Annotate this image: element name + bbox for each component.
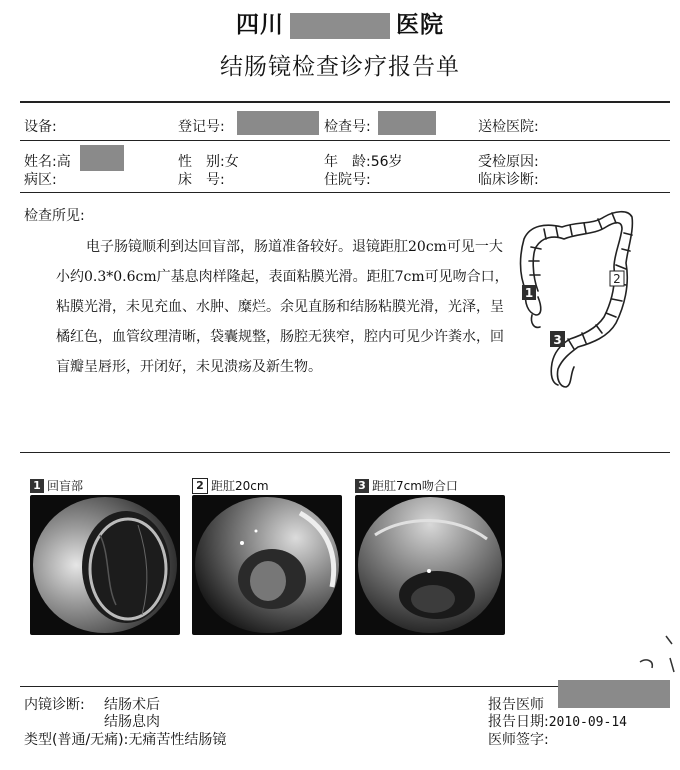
sex-label: 性 别: bbox=[178, 154, 225, 170]
colon-diagram bbox=[512, 203, 642, 393]
divider-top bbox=[20, 101, 670, 103]
redacted-block bbox=[237, 111, 319, 135]
age-label: 年 龄: bbox=[324, 154, 371, 170]
findings-text: 电子肠镜顺利到达回盲部，肠道准备较好。退镜距肛20cm可见一大小约0.3*0.6cm广基息肉样隆起，表面粘膜光滑。距肛7cm可见吻合口，粘膜光滑，未见充血、水肿、糜烂。余见直肠和结肠粘膜光滑，光泽，呈橘红色，血管纹理清晰，袋囊规整，肠腔无狭窄，腔内可见少许粪水，回盲瓣呈唇形，开闭好，未见溃疡及新生物。 bbox=[56, 239, 509, 375]
age-field bbox=[324, 151, 403, 171]
name-label: 姓名: bbox=[24, 154, 57, 170]
image-3-caption bbox=[355, 477, 458, 494]
image-3-caption-text: 距肛7cm吻合口 bbox=[372, 479, 458, 493]
exam-type-field bbox=[24, 729, 226, 749]
equipment-label: 设备: bbox=[24, 119, 57, 135]
endoscopy-image-3 bbox=[355, 495, 505, 635]
image-3-number: 3 bbox=[355, 479, 369, 493]
divider-images bbox=[20, 452, 670, 453]
hospital-name bbox=[0, 6, 680, 39]
exam-no-label: 检查号: bbox=[324, 119, 371, 135]
referring-hospital-label: 送检医院: bbox=[478, 119, 539, 135]
report-doctor-label: 报告医师 bbox=[488, 697, 544, 713]
findings-text-block bbox=[56, 232, 511, 382]
diagram-marker-3-label: 3 bbox=[553, 333, 562, 347]
diagnosis-line-2: 结肠息肉 bbox=[104, 714, 160, 730]
divider-info bbox=[20, 140, 670, 141]
hospital-suffix: 医院 bbox=[396, 11, 444, 38]
divider-findings bbox=[20, 192, 670, 193]
name-field bbox=[24, 151, 71, 171]
diagnosis-label: 内镜诊断: bbox=[24, 697, 85, 713]
diagnosis-line-1: 结肠术后 bbox=[104, 697, 160, 713]
report-title: 结肠镜检查诊疗报告单 bbox=[220, 54, 460, 80]
image-1-number: 1 bbox=[30, 479, 44, 493]
endoscopy-image-2 bbox=[192, 495, 342, 635]
exam-type-value: 无痛苦性结肠镜 bbox=[128, 732, 227, 748]
register-label: 登记号: bbox=[178, 119, 225, 135]
hospital-prefix: 四川 bbox=[236, 11, 284, 38]
redacted-block bbox=[290, 13, 390, 39]
sex-value: 女 bbox=[224, 154, 239, 170]
redacted-block bbox=[80, 145, 124, 171]
redacted-block bbox=[378, 111, 436, 135]
redacted-block bbox=[558, 680, 670, 708]
report-date-label: 报告日期: bbox=[488, 714, 549, 730]
findings-heading: 检查所见: bbox=[24, 208, 85, 224]
reason-label: 受检原因: bbox=[478, 154, 539, 170]
signature-label: 医师签字: bbox=[488, 732, 549, 748]
report-date-field bbox=[488, 711, 627, 731]
sex-field bbox=[178, 151, 239, 171]
inpatient-label: 住院号: bbox=[324, 172, 371, 188]
image-2-caption-text: 距肛20cm bbox=[211, 479, 269, 493]
exam-type-label: 类型(普通/无痛): bbox=[24, 732, 129, 748]
image-2-number: 2 bbox=[192, 478, 208, 494]
diagram-marker-2-label: 2 bbox=[613, 272, 621, 286]
report-date-value: 2010-09-14 bbox=[548, 715, 627, 730]
ward-label: 病区: bbox=[24, 172, 57, 188]
name-value: 高 bbox=[56, 154, 71, 170]
bed-label: 床 号: bbox=[178, 172, 225, 188]
diagram-marker-1-label: 1 bbox=[524, 286, 534, 300]
image-1-caption-text: 回盲部 bbox=[47, 479, 84, 493]
clinical-dx-label: 临床诊断: bbox=[478, 172, 539, 188]
image-1-caption bbox=[30, 477, 83, 494]
age-value: 56岁 bbox=[370, 154, 403, 170]
endoscopy-image-1 bbox=[30, 495, 180, 635]
image-2-caption bbox=[192, 477, 269, 494]
